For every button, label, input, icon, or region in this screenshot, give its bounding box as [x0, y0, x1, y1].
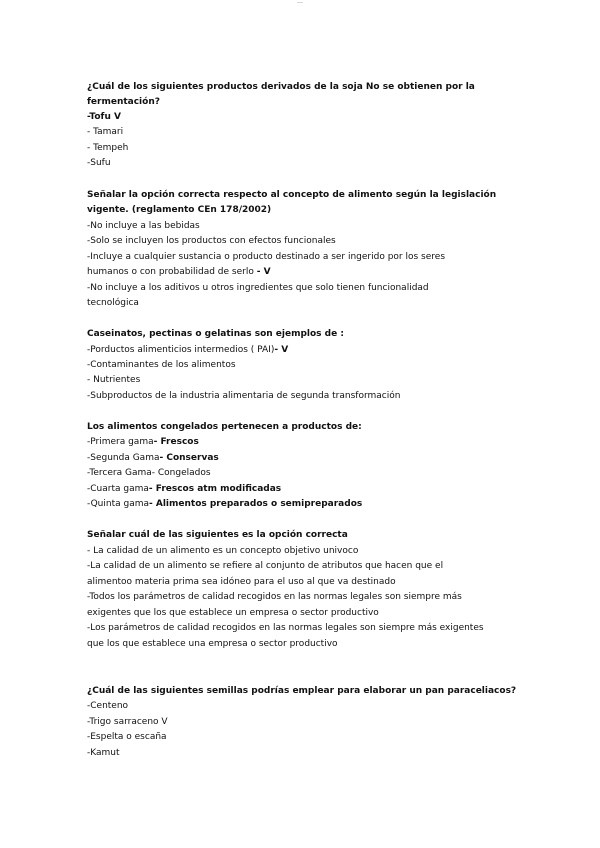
answer-marker: - V: [274, 345, 289, 355]
answer-line: -Espelta o escaña: [87, 732, 167, 742]
line-text: -Primera gama: [87, 437, 154, 447]
answer-line: -No incluye a los aditivos u otros ingredientes que solo tienen funcionalidad: [87, 283, 429, 293]
answer-marker: - Conservas: [159, 453, 219, 463]
answer-line: tecnológica: [87, 298, 139, 308]
question-text: Caseinatos, pectinas o gelatinas son ejemplos de :: [87, 329, 344, 339]
question-text: Señalar cuál de las siguientes es la opción correcta: [87, 530, 348, 540]
answer-marker: - Frescos: [153, 437, 199, 447]
question-text: ¿Cuál de las siguientes semillas podrías emplear para elaborar un pan paraceliacos?: [87, 686, 517, 696]
answer-line: [87, 498, 362, 510]
answer-line: -Subproductos de la industria alimentaria de segunda transformación: [87, 391, 401, 401]
answer-line: -Tofu V: [87, 112, 121, 122]
answer-line: [87, 483, 281, 495]
answer-line: exigentes que los que establece un empresa o sector productivo: [87, 608, 379, 618]
answer-line: -Sufu: [87, 158, 111, 168]
answer-line: -Kamut: [87, 748, 120, 758]
answer-line: - Nutrientes: [87, 375, 141, 385]
answer-line: - La calidad de un alimento es un concepto objetivo univoco: [87, 546, 359, 556]
answer-line: vigente. (reglamento CEn 178/2002): [87, 205, 272, 215]
line-text: -Segunda Gama: [87, 453, 160, 463]
answer-line: -Solo se incluyen los productos con efectos funcionales: [87, 236, 336, 246]
answer-marker: - Alimentos preparados o semipreparados: [149, 499, 363, 509]
answer-line: -Trigo sarraceno V: [87, 717, 168, 727]
answer-line: - Tempeh: [87, 143, 129, 153]
answer-line: [87, 452, 219, 464]
answer-line: fermentación?: [87, 97, 160, 107]
answer-line: -Centeno: [87, 701, 129, 711]
answer-line: alimentoo materia prima sea idóneo para el uso al que va destinado: [87, 577, 396, 587]
answer-line: -No incluye a las bebidas: [87, 221, 200, 231]
answer-line: -Tercera Gama- Congelados: [87, 468, 211, 478]
line-text: -Quinta gama: [87, 499, 149, 509]
answer-line: -Los parámetros de calidad recogidos en las normas legales son siempre más exigentes: [87, 623, 484, 633]
answer-line: -Incluye a cualquier sustancia o producto destinado a ser ingerido por los seres: [87, 252, 446, 262]
answer-marker: - V: [256, 267, 271, 277]
answer-line: [87, 266, 271, 278]
page-header-mark: ___: [297, 0, 303, 3]
question-text: Los alimentos congelados pertenecen a productos de:: [87, 422, 362, 432]
line-text: -Porductos alimenticios intermedios ( PAI): [87, 345, 275, 355]
line-text: humanos o con probabilidad de serlo: [87, 267, 257, 277]
answer-marker: - Frescos atm modificadas: [148, 484, 282, 494]
answer-line: [87, 344, 288, 356]
answer-line: [87, 436, 199, 448]
answer-line: - Tamari: [87, 127, 124, 137]
answer-line: -La calidad de un alimento se refiere al conjunto de atributos que hacen que el: [87, 561, 444, 571]
question-text: ¿Cuál de los siguientes productos derivados de la soja No se obtienen por la: [87, 82, 475, 92]
question-text: Señalar la opción correcta respecto al concepto de alimento según la legislación: [87, 190, 497, 200]
line-text: -Cuarta gama: [87, 484, 149, 494]
answer-line: que los que establece una empresa o sector productivo: [87, 639, 338, 649]
answer-line: -Todos los parámetros de calidad recogidos en las normas legales son siempre más: [87, 592, 462, 602]
answer-line: -Contaminantes de los alimentos: [87, 360, 236, 370]
